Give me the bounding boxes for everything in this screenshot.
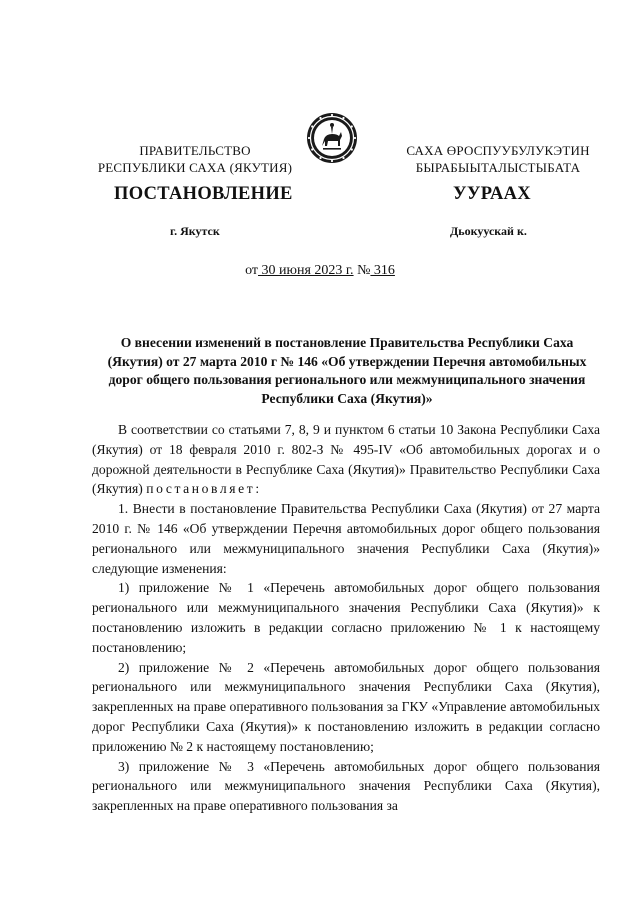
- paragraph-subitem-2: 2) приложение № 2 «Перечень автомобильных дорог общего пользования регионального или межмуниципального значения Республики Саха (Якутия), закрепленных на праве оперативного пользования за ГКУ «Управление автомобильных дорог Республики Саха (Якутия)» к постановлению изложить в редакции согласно приложению № 2 к настоящему постановлению;: [92, 659, 600, 754]
- paragraph-preamble: [92, 420, 600, 499]
- document-title: О внесении изменений в постановление Правительства Республики Саха (Якутия) от 27 марта 2010 г № 146 «Об утверждении Перечня автомобильных дорог общего пользования регионального или межмуниципального значения Республики Саха (Якутия)»: [107, 335, 587, 406]
- coat-of-arms-icon: [306, 112, 358, 164]
- date-value: 30 июня 2023 г.: [258, 263, 354, 278]
- issuer-sah: [378, 142, 618, 176]
- issuer-sah-line1: САХА ӨРОСПУУБУЛУКЭТИН: [406, 143, 590, 158]
- date-number-line: [0, 263, 640, 279]
- number-sign: №: [353, 263, 371, 278]
- city-sah: Дьокуускай к.: [450, 224, 527, 238]
- paragraph-subitem-1: 1) приложение № 1 «Перечень автомобильных дорог общего пользования регионального или межмуниципального значения Республики Саха (Якутия)» к постановлению изложить в редакции согласно приложению № 1 к настоящему постановлению;: [92, 580, 600, 655]
- issuer-ru: [80, 142, 310, 176]
- doc-number: 316: [370, 263, 395, 278]
- document-body: [92, 420, 600, 816]
- paragraph-item-1: 1. Внести в постановление Правительства Республики Саха (Якутия) от 27 марта 2010 г. № 146 «Об утверждении Перечня автомобильных дорог общего пользования регионального или межмуниципального значения Республики Саха (Якутия)» следующие изменения:: [92, 501, 600, 576]
- issuer-sah-line2: БЫРАБЫЫТАЛЫСТЫБАТА: [415, 160, 581, 175]
- preamble-decree-word: постановляет: [146, 481, 256, 497]
- date-prefix: от: [245, 263, 259, 278]
- city-ru: г. Якутск: [170, 224, 220, 238]
- doc-type-sah: УУРААХ: [453, 184, 531, 204]
- issuer-ru-line2: РЕСПУБЛИКИ САХА (ЯКУТИЯ): [97, 160, 293, 175]
- issuer-ru-line1: ПРАВИТЕЛЬСТВО: [139, 143, 251, 158]
- doc-type-ru: ПОСТАНОВЛЕНИЕ: [114, 184, 293, 204]
- preamble-text: В соответствии со статьями 7, 8, 9 и пунктом 6 статьи 10 Закона Республики Саха (Якутия) от 18 февраля 2010 г. 802-З № 495-IV «Об автомобильных дорогах и о дорожной деятельности в Республике Саха (Якутия)» Правительство Республики Саха (Якутия): [92, 422, 600, 497]
- preamble-end: :: [255, 481, 260, 497]
- paragraph-subitem-3: 3) приложение № 3 «Перечень автомобильных дорог общего пользования регионального или межмуниципального значения Республики Саха (Якутия), закрепленных на праве оперативного пользования за: [92, 758, 600, 814]
